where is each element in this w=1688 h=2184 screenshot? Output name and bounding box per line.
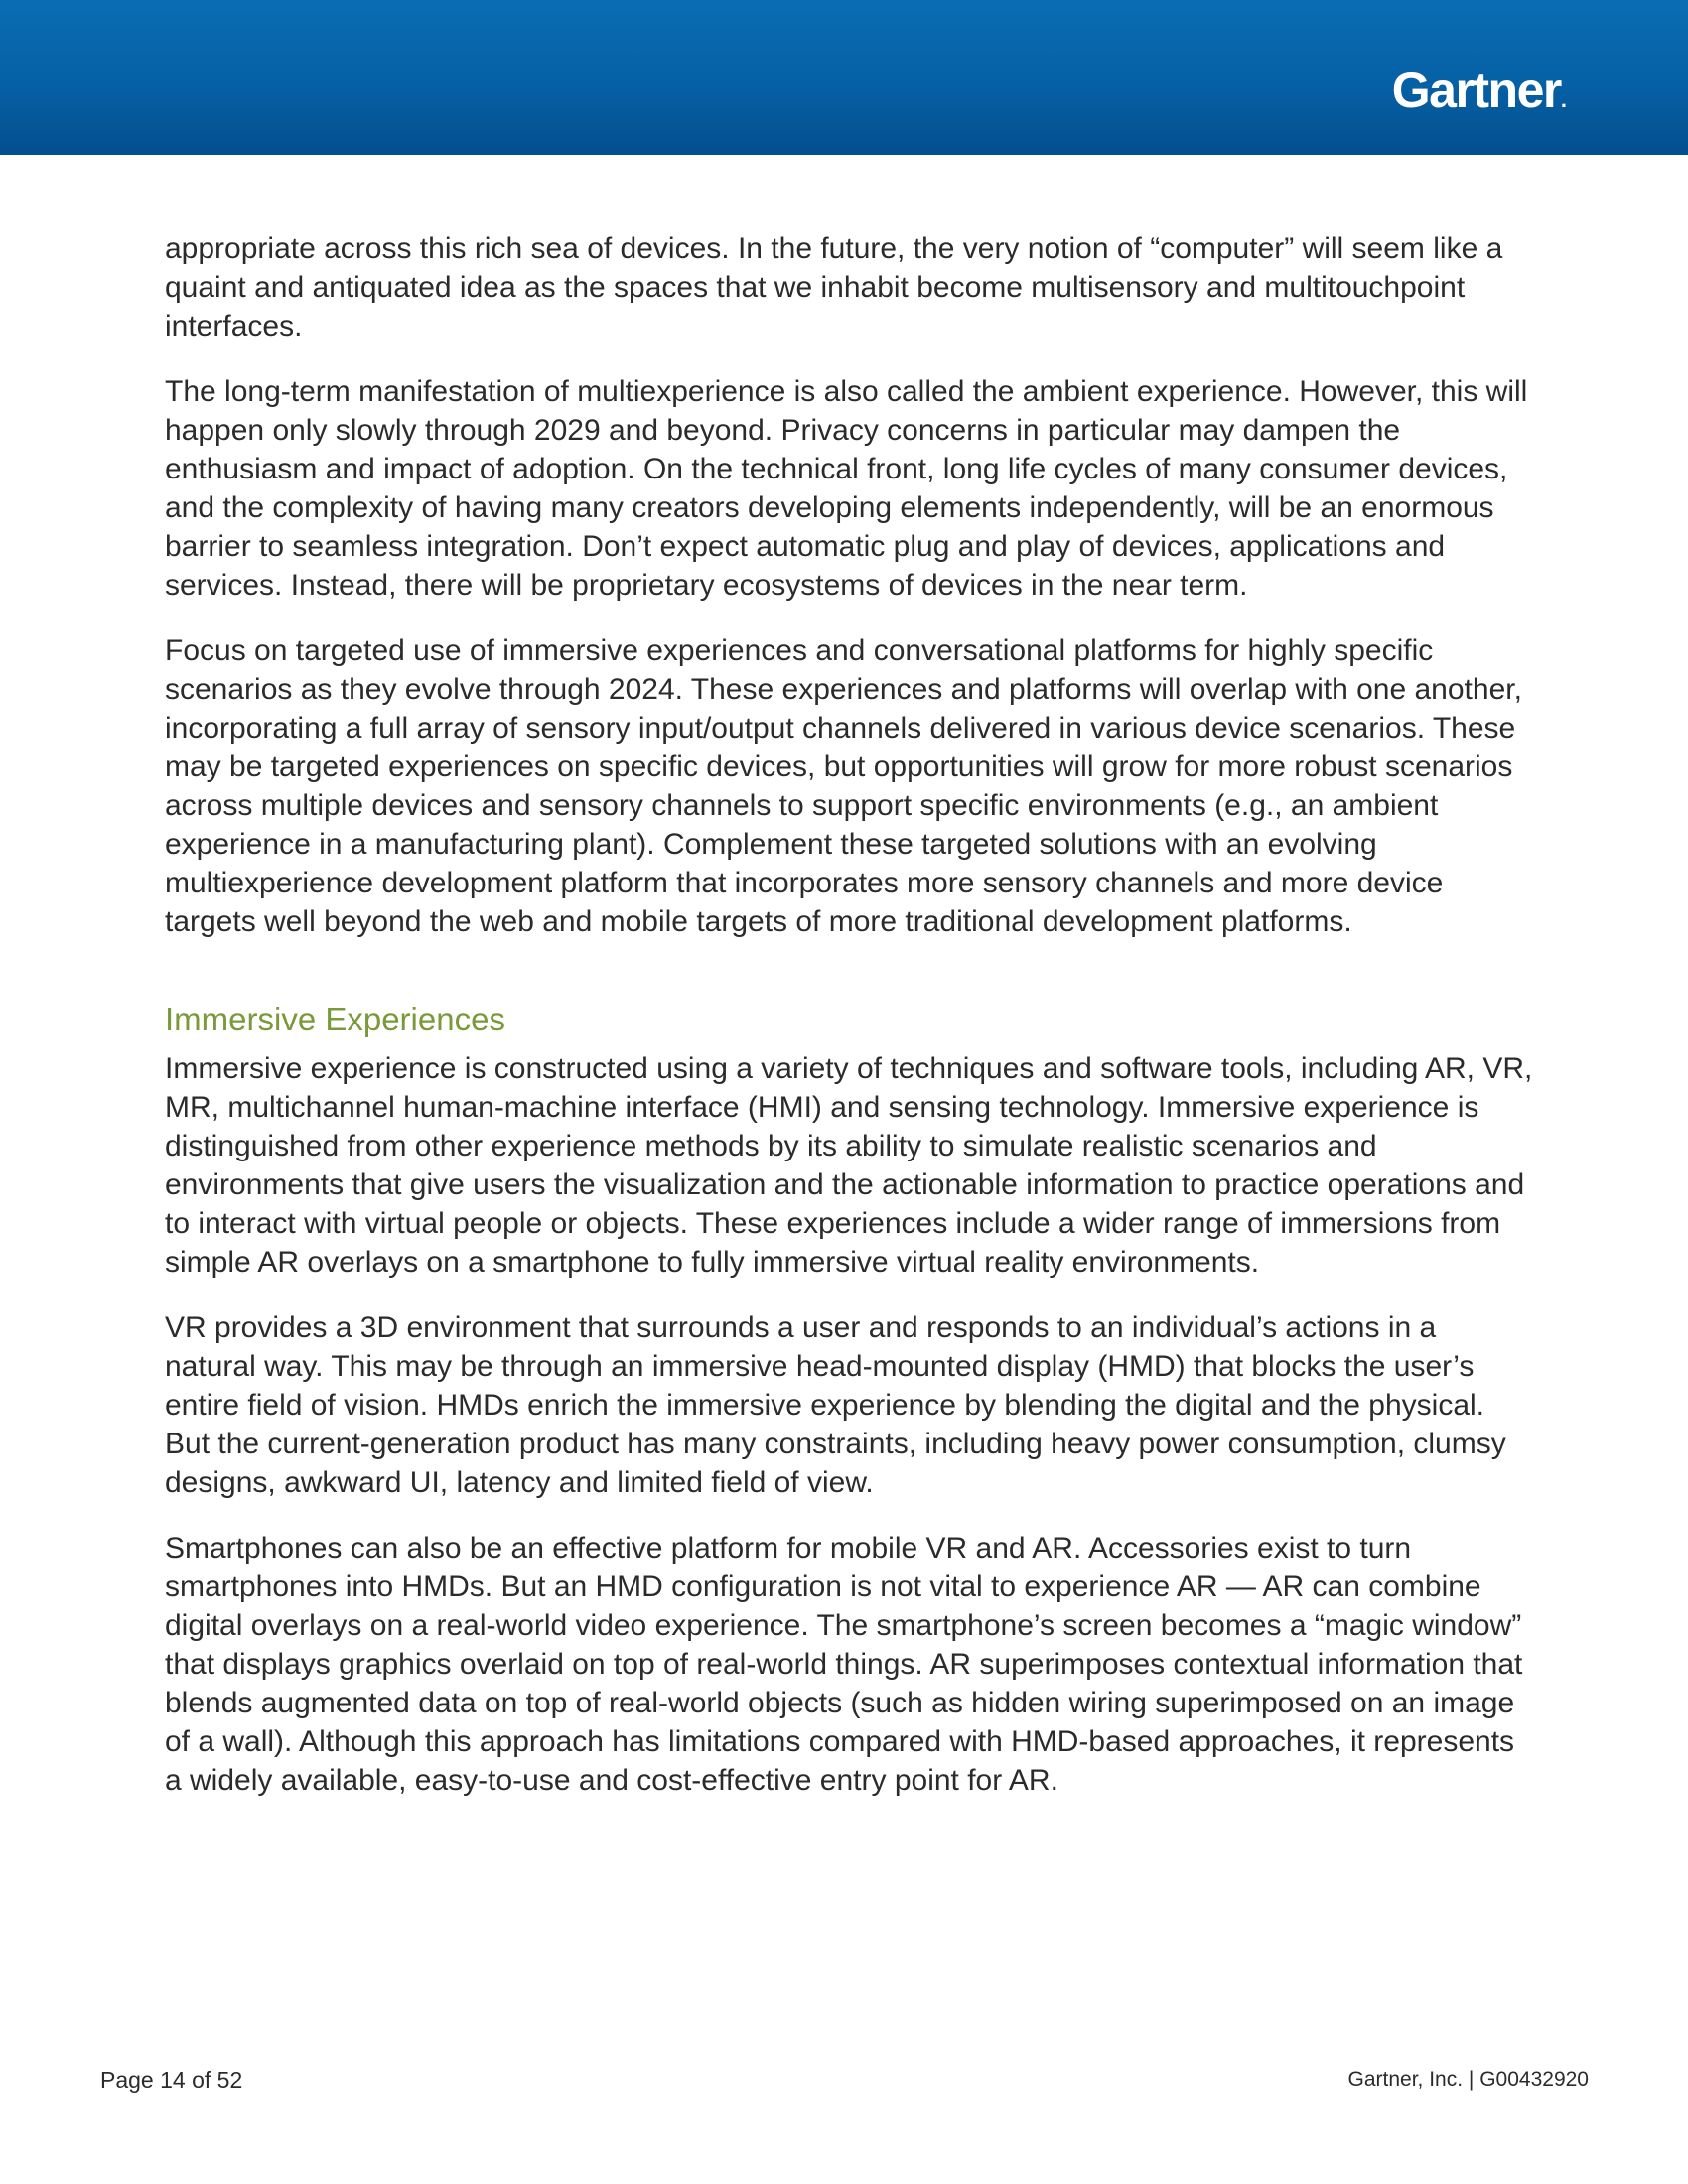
paragraph: Focus on targeted use of immersive experiences and conversational platforms for highly specific scenarios as they evolve through 2024. These experiences and platforms will overlap with one another, incorporating a full array of sensory input/output channels delivered in various device scenarios. These may be targeted experiences on specific devices, but opportunities will grow for more robust scenarios across multiple devices and sensory channels to support specific environments (e.g., an ambient experience in a manufacturing plant). Complement these targeted solutions with an evolving multiexperience development platform that incorporates more sensory channels and more device targets well beyond the web and mobile targets of more traditional development platforms. — [165, 634, 1522, 938]
page-number: Page 14 of 52 — [100, 2067, 243, 2093]
paragraph: Immersive experience is constructed using a variety of techniques and software tools, including AR, VR, MR, multichannel human-machine interface (HMI) and sensing technology. Immersive experience is distinguished from other experience methods by its ability to simulate realistic scenarios and environments that give users the visualization and the actionable information to practice operations and to interact with virtual people or objects. These experiences include a wider range of immersions from simple AR overlays on a smartphone to fully immersive virtual reality environments. — [165, 1052, 1533, 1279]
paragraph: Smartphones can also be an effective platform for mobile VR and AR. Accessories exist to turn smartphones into HMDs. But an HMD configuration is not vital to experience AR — AR can combine digital overlays on a real-world video experience. The smartphone’s screen becomes a “magic window” that displays graphics overlaid on top of real-world things. AR superimposes contextual information that blends augmented data on top of real-world objects (such as hidden wiring superimposed on an image of a wall). Although this approach has limitations compared with HMD-based approaches, it represents a widely available, easy-to-use and cost-effective entry point for AR. — [165, 1532, 1523, 1797]
section-heading: Immersive Experiences — [165, 1001, 505, 1037]
gartner-logo — [1391, 63, 1567, 118]
header-band — [0, 0, 1688, 155]
footer-doc-info — [1348, 2068, 1590, 2092]
paragraph: The long-term manifestation of multiexperience is also called the ambient experience. However, this will happen only slowly through 2029 and beyond. Privacy concerns in particular may dampen the enthusiasm and impact of adoption. On the technical front, long life cycles of many consumer devices, and the complexity of having many creators developing elements independently, will be an enormous barrier to seamless integration. Don’t expect automatic plug and play of devices, applications and services. Instead, there will be proprietary ecosystems of devices in the near term. — [165, 375, 1528, 602]
logo-text: Gartner — [1391, 63, 1561, 118]
footer-doc-id: G00432920 — [1479, 2068, 1589, 2091]
footer-separator: | — [1468, 2068, 1475, 2091]
logo-dot: . — [1560, 87, 1567, 112]
paragraph: appropriate across this rich sea of devices. In the future, the very notion of “computer” will seem like a quaint and antiquated idea as the spaces that we inhabit become multisensory and multitouchpoint interfaces. — [165, 232, 1503, 342]
document-body — [165, 229, 1535, 1827]
paragraph: VR provides a 3D environment that surrounds a user and responds to an individual’s actions in a natural way. This may be through an immersive head-mounted display (HMD) that blocks the user’s entire field of vision. HMDs enrich the immersive experience by blending the digital and the physical. But the current-generation product has many constraints, including heavy power consumption, clumsy designs, awkward UI, latency and limited field of view. — [165, 1311, 1506, 1499]
footer-company: Gartner, Inc. — [1347, 2068, 1464, 2091]
